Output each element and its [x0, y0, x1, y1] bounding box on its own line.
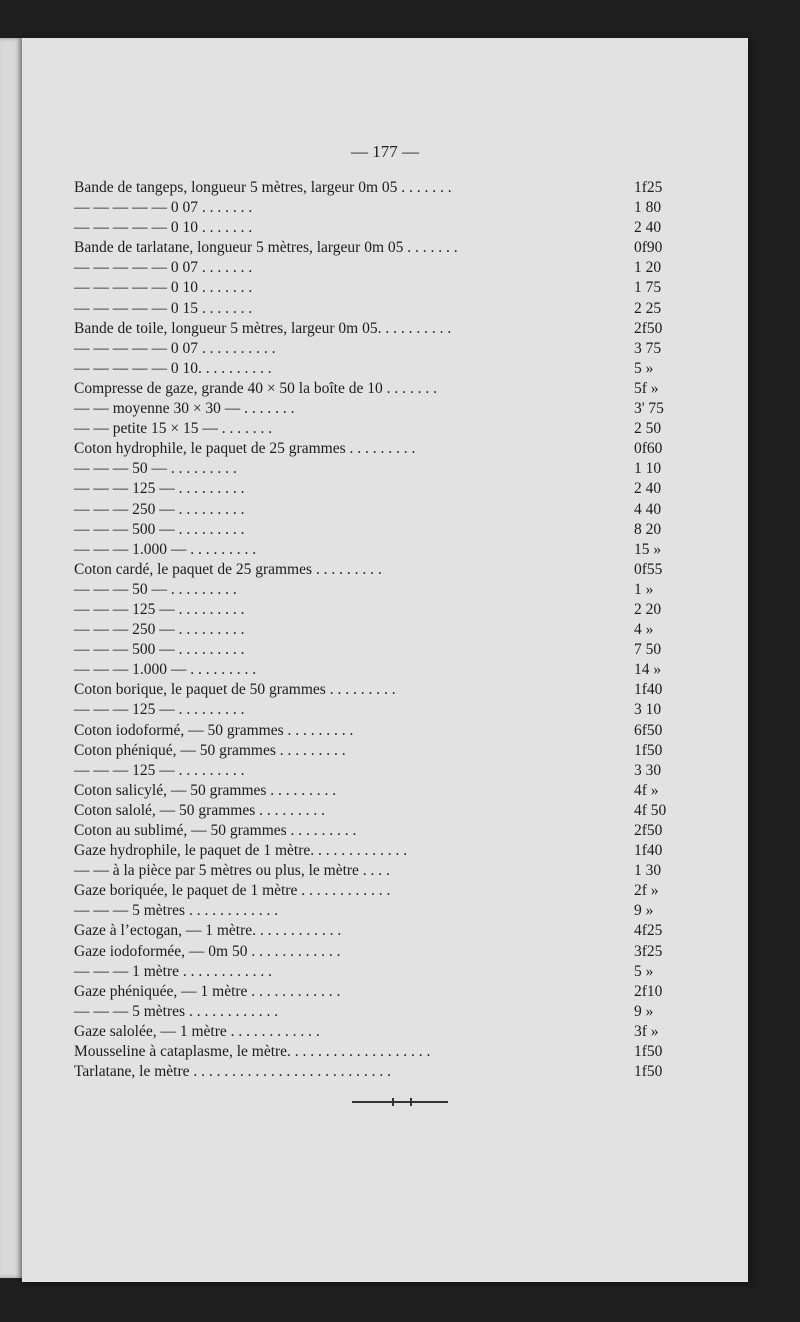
item-label: — — — 1.000 — . . . . . . . . . — [74, 661, 257, 679]
price-row — [74, 1022, 694, 1042]
item-price: 2 40 — [634, 480, 662, 498]
item-label: Bande de tangeps, longueur 5 mètres, largeur 0m 05 . . . . . . . — [74, 179, 452, 196]
item-price: 14 » — [634, 661, 662, 679]
item-price: 0f90 — [634, 239, 663, 257]
item-label: Gaze hydrophile, le paquet de 1 mètre. . . . . . . . . . . . . — [74, 842, 408, 860]
item-label: — — — — — 0 10 . . . . . . . — [74, 279, 253, 297]
item-label: Bande de toile, longueur 5 mètres, largeur 0m 05. . . . . . . . . . — [74, 319, 452, 337]
end-ornament-rule — [352, 1101, 448, 1103]
price-row — [74, 660, 694, 680]
price-row — [74, 600, 694, 620]
item-label: — — moyenne 30 × 30 — . . . . . . . — [74, 400, 295, 418]
price-row — [74, 640, 694, 660]
item-price: 4f25 — [634, 922, 663, 940]
price-row — [74, 901, 694, 921]
item-price: 1 80 — [634, 199, 662, 217]
price-row — [74, 178, 694, 198]
price-row — [74, 962, 694, 982]
item-label: Compresse de gaze, grande 40 × 50 la boîte de 10 . . . . . . . — [74, 379, 437, 397]
price-row — [74, 620, 694, 640]
price-row — [74, 540, 694, 560]
item-label: — — — — — 0 07 . . . . . . . . . . — [74, 339, 276, 357]
item-label: Tarlatane, le mètre . . . . . . . . . . . . . . . . . . . . . . . . . . — [74, 1063, 392, 1081]
item-price: 1f50 — [634, 1063, 663, 1081]
item-label: — — petite 15 × 15 — . . . . . . . — [74, 420, 273, 438]
item-label: — — — 5 mètres . . . . . . . . . . . . — [74, 902, 279, 920]
item-price: 2f » — [634, 882, 659, 900]
item-price: 1 20 — [634, 259, 662, 277]
price-row — [74, 560, 694, 580]
item-label: Mousseline à cataplasme, le mètre. . . . . . . . . . . . . . . . . . . — [74, 1043, 431, 1061]
item-price: 1f40 — [634, 681, 663, 699]
price-row — [74, 258, 694, 278]
item-price: 2 40 — [634, 219, 662, 237]
price-row — [74, 299, 694, 319]
price-row — [74, 459, 694, 479]
price-row — [74, 881, 694, 901]
item-price: 1 75 — [634, 279, 662, 297]
item-price: 1 10 — [634, 460, 662, 478]
price-row — [74, 1002, 694, 1022]
item-price: 2 50 — [634, 420, 662, 438]
item-label: — — — — — 0 10. . . . . . . . . . — [74, 359, 272, 377]
price-row — [74, 821, 694, 841]
price-row — [74, 721, 694, 741]
price-row — [74, 278, 694, 298]
price-row — [74, 359, 694, 379]
item-price: 1 30 — [634, 862, 662, 880]
item-price: 0f55 — [634, 560, 663, 578]
item-price: 4f 50 — [634, 801, 667, 819]
item-label: — — — 1 mètre . . . . . . . . . . . . — [74, 962, 273, 980]
item-label: Gaze à l’ectogan, — 1 mètre. . . . . . . . . . . . — [74, 922, 342, 940]
item-label: Gaze iodoformée, — 0m 50 . . . . . . . . . . . . — [74, 942, 341, 960]
price-row — [74, 761, 694, 781]
item-label: — — à la pièce par 5 mètres ou plus, le mètre . . . . — [74, 862, 390, 880]
item-price: 9 » — [634, 902, 654, 920]
item-label: — — — 500 — . . . . . . . . . — [74, 641, 245, 659]
item-label: — — — 125 — . . . . . . . . . — [74, 480, 245, 498]
price-row — [74, 379, 694, 399]
item-price: 0f60 — [634, 440, 663, 458]
price-row — [74, 921, 694, 941]
left-page-edge — [0, 38, 22, 1278]
item-price: 4f » — [634, 781, 659, 799]
page-number: — 177 — — [351, 142, 419, 161]
item-price: 3f25 — [634, 942, 663, 960]
item-price: 5f » — [634, 379, 659, 397]
item-price: 2 25 — [634, 299, 662, 317]
item-price: 9 » — [634, 1002, 654, 1020]
item-label: — — — — — 0 07 . . . . . . . — [74, 199, 253, 217]
item-price: 3 30 — [634, 761, 662, 779]
price-row — [74, 479, 694, 499]
price-row — [74, 1042, 694, 1062]
price-row — [74, 1062, 694, 1082]
price-row — [74, 238, 694, 258]
book-page — [22, 38, 748, 1282]
item-price: 3 10 — [634, 701, 662, 719]
item-label: Coton hydrophile, le paquet de 25 grammes . . . . . . . . . — [74, 440, 416, 458]
item-price: 3f » — [634, 1022, 659, 1040]
item-label: — — — 250 — . . . . . . . . . — [74, 621, 245, 639]
item-label: — — — 125 — . . . . . . . . . — [74, 600, 245, 618]
item-price: 2f50 — [634, 319, 663, 337]
item-label: — — — — — 0 15 . . . . . . . — [74, 299, 253, 317]
price-row — [74, 439, 694, 459]
price-row — [74, 198, 694, 218]
item-price: 5 » — [634, 962, 654, 980]
price-row — [74, 419, 694, 439]
item-label: — — — — — 0 07 . . . . . . . — [74, 259, 253, 277]
item-price: 2 20 — [634, 600, 662, 618]
item-price: 4 » — [634, 621, 654, 639]
item-price: 4 40 — [634, 500, 662, 518]
item-label: — — — 5 mètres . . . . . . . . . . . . — [74, 1002, 279, 1020]
item-price: 8 20 — [634, 520, 662, 538]
item-label: Gaze salolée, — 1 mètre . . . . . . . . . . . . — [74, 1022, 320, 1040]
item-price: 7 50 — [634, 641, 662, 659]
price-row — [74, 520, 694, 540]
item-label: Coton salicylé, — 50 grammes . . . . . . . . . — [74, 781, 337, 799]
item-label: — — — 1.000 — . . . . . . . . . — [74, 540, 257, 558]
price-row — [74, 680, 694, 700]
item-label: Gaze phéniquée, — 1 mètre . . . . . . . . . . . . — [74, 982, 341, 1000]
price-row — [74, 781, 694, 801]
price-row — [74, 741, 694, 761]
price-row — [74, 580, 694, 600]
price-row — [74, 218, 694, 238]
item-label: Gaze boriquée, le paquet de 1 mètre . . . . . . . . . . . . — [74, 882, 391, 900]
price-row — [74, 700, 694, 720]
price-row — [74, 801, 694, 821]
price-row — [74, 500, 694, 520]
item-price: 1f50 — [634, 1043, 663, 1061]
price-row — [74, 339, 694, 359]
item-label: — — — 50 — . . . . . . . . . — [74, 460, 237, 478]
item-price: 3 75 — [634, 339, 662, 357]
item-price: 15 » — [634, 540, 662, 558]
item-price: 3' 75 — [634, 400, 664, 418]
item-price: 1f25 — [634, 179, 663, 196]
price-row — [74, 861, 694, 881]
price-row — [74, 982, 694, 1002]
item-label: — — — 125 — . . . . . . . . . — [74, 761, 245, 779]
item-price: 5 » — [634, 359, 654, 377]
item-label: Coton phéniqué, — 50 grammes . . . . . . . . . — [74, 741, 346, 759]
item-label: — — — 125 — . . . . . . . . . — [74, 701, 245, 719]
item-label: Coton au sublimé, — 50 grammes . . . . . . . . . — [74, 822, 357, 839]
item-label: — — — 250 — . . . . . . . . . — [74, 500, 245, 518]
item-label: Coton iodoformé, — 50 grammes . . . . . . . . . — [74, 721, 354, 739]
item-label: Coton salolé, — 50 grammes . . . . . . . . . — [74, 801, 325, 819]
price-list — [74, 178, 694, 1082]
item-label: — — — — — 0 10 . . . . . . . — [74, 219, 253, 237]
item-price: 1f50 — [634, 741, 663, 759]
item-label: — — — 500 — . . . . . . . . . — [74, 520, 245, 538]
item-label: Coton cardé, le paquet de 25 grammes . . . . . . . . . — [74, 560, 382, 578]
item-label: Bande de tarlatane, longueur 5 mètres, largeur 0m 05 . . . . . . . — [74, 239, 458, 257]
item-label: — — — 50 — . . . . . . . . . — [74, 580, 237, 598]
price-row — [74, 841, 694, 861]
item-price: 6f50 — [634, 721, 663, 739]
item-label: Coton borique, le paquet de 50 grammes . . . . . . . . . — [74, 681, 396, 699]
item-price: 2f10 — [634, 982, 663, 1000]
price-row — [74, 399, 694, 419]
item-price: 1f40 — [634, 842, 663, 860]
price-row — [74, 942, 694, 962]
item-price: 2f50 — [634, 822, 663, 839]
price-row — [74, 319, 694, 339]
item-price: 1 » — [634, 580, 654, 598]
